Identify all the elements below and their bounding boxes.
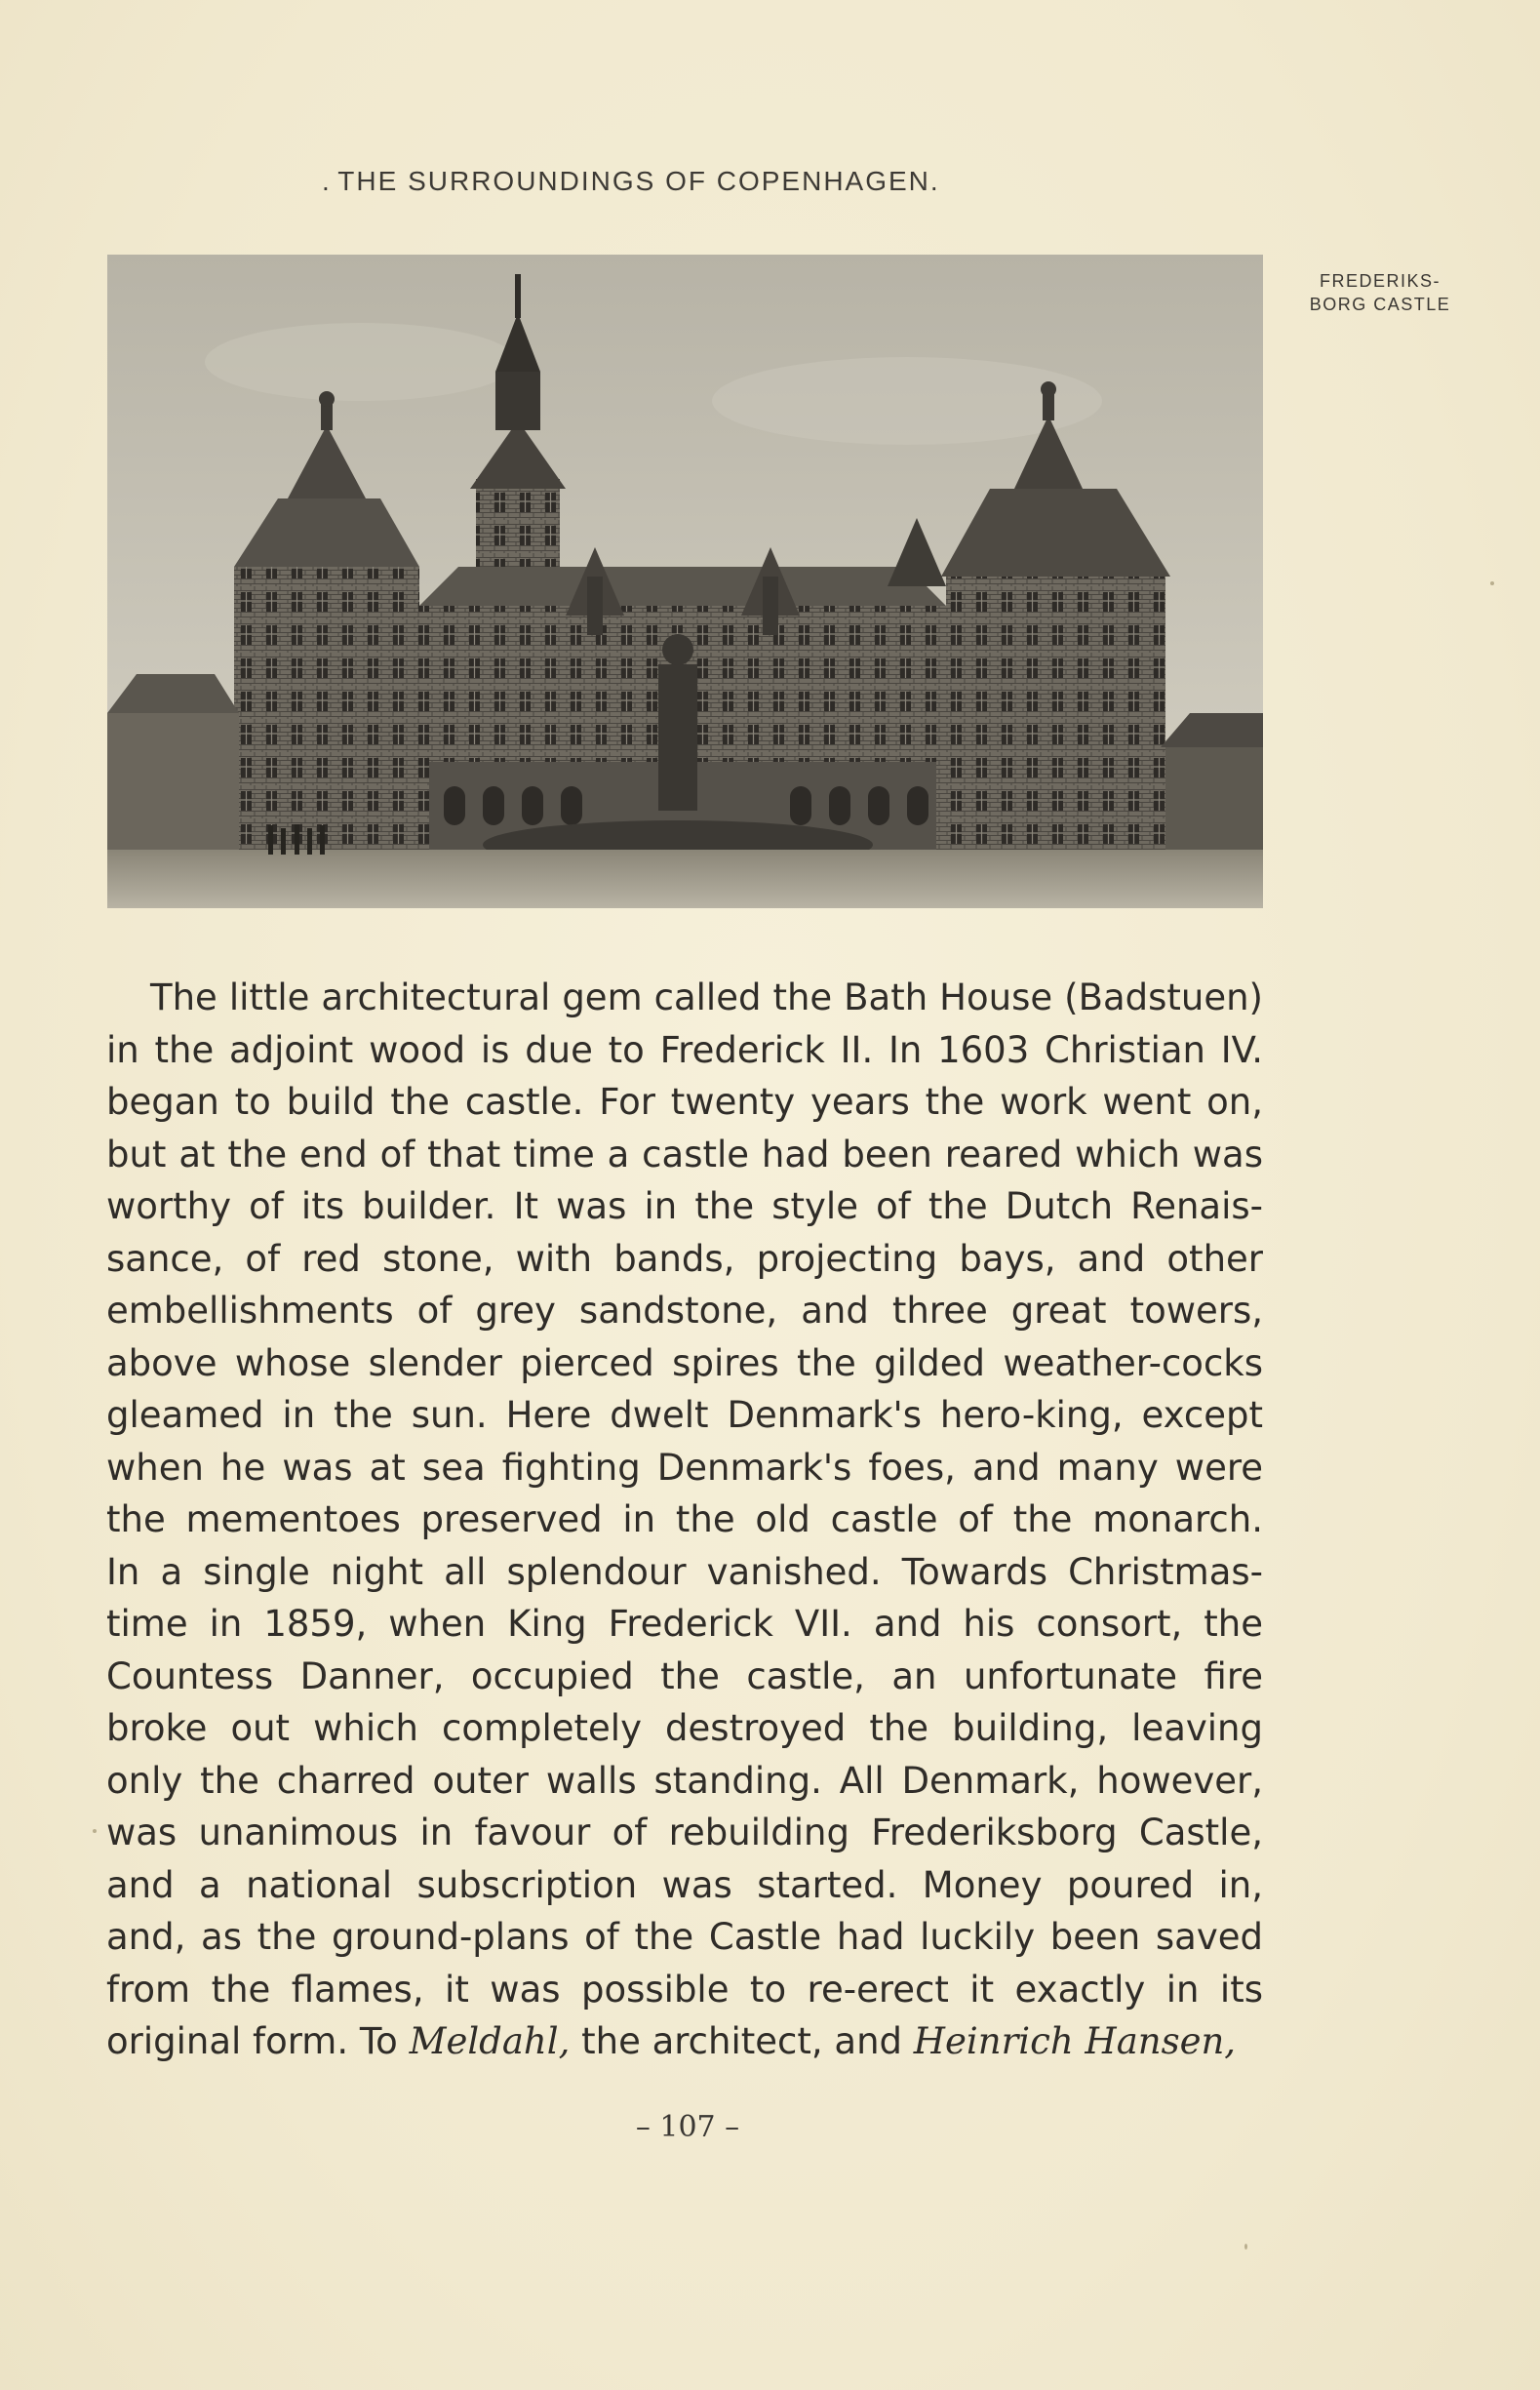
text-line: Countess Danner, occupied the castle, an unfortunate fire bbox=[106, 1654, 1263, 1697]
architect-name: Meldahl, bbox=[409, 2020, 571, 2062]
paper-speck bbox=[93, 1829, 97, 1833]
running-head bbox=[0, 166, 1278, 197]
text-line: gleamed in the sun. Here dwelt Denmark's hero-king, except bbox=[106, 1394, 1263, 1436]
text-line: the mementoes preserved in the old castle of the monarch. bbox=[106, 1498, 1263, 1540]
text-line: but at the end of that time a castle had been reared which was bbox=[106, 1133, 1263, 1175]
text-line: time in 1859, when King Frederick VII. and his consort, the bbox=[106, 1603, 1263, 1645]
page-number: – 107 – bbox=[635, 2110, 740, 2144]
text-fragment: original form. To bbox=[106, 2020, 410, 2062]
running-head-title: THE SURROUNDINGS OF COPENHAGEN. bbox=[337, 166, 940, 196]
text-line: in the adjoint wood is due to Frederick II. In 1603 Christian IV. bbox=[106, 1028, 1263, 1071]
text-line: and, as the ground-plans of the Castle had luckily been saved bbox=[106, 1916, 1263, 1958]
sidenote-line-2: BORG CASTLE bbox=[1309, 295, 1451, 314]
text-fragment: the architect, and bbox=[570, 2020, 914, 2062]
text-line: only the charred outer walls standing. All Denmark, however, bbox=[106, 1759, 1263, 1802]
text-line: when he was at sea fighting Denmark's foes, and many were bbox=[106, 1446, 1263, 1489]
margin-sidenote bbox=[1283, 269, 1478, 316]
paper-speck bbox=[1244, 2244, 1247, 2250]
painter-name: Heinrich Hansen, bbox=[913, 2020, 1237, 2062]
text-line: sance, of red stone, with bands, projecting bays, and other bbox=[106, 1237, 1263, 1280]
text-line: and a national subscription was started. Money poured in, bbox=[106, 1863, 1263, 1906]
text-line: above whose slender pierced spires the gilded weather-cocks bbox=[106, 1341, 1263, 1384]
castle-photograph bbox=[107, 255, 1263, 908]
text-line: broke out which completely destroyed the building, leaving bbox=[106, 1707, 1263, 1749]
text-line: began to build the castle. For twenty years the work went on, bbox=[106, 1081, 1263, 1123]
text-line: embellishments of grey sandstone, and three great towers, bbox=[106, 1290, 1263, 1332]
sidenote-line-1: FREDERIKS- bbox=[1319, 271, 1441, 291]
text-line: In a single night all splendour vanished. Towards Christmas- bbox=[106, 1550, 1263, 1593]
text-line-last bbox=[106, 2015, 1263, 2068]
text-line: from the flames, it was possible to re-erect it exactly in its bbox=[106, 1968, 1263, 2011]
text-line: The little architectural gem called the Bath House (Badstuen) bbox=[150, 976, 1263, 1018]
castle-illustration bbox=[107, 255, 1263, 908]
text-line: worthy of its builder. It was in the style of the Dutch Renais- bbox=[106, 1185, 1263, 1227]
running-head-dot: . bbox=[322, 166, 332, 196]
body-text bbox=[106, 972, 1263, 2068]
paper-speck bbox=[1490, 581, 1494, 585]
text-line: was unanimous in favour of rebuilding Frederiksborg Castle, bbox=[106, 1812, 1263, 1853]
